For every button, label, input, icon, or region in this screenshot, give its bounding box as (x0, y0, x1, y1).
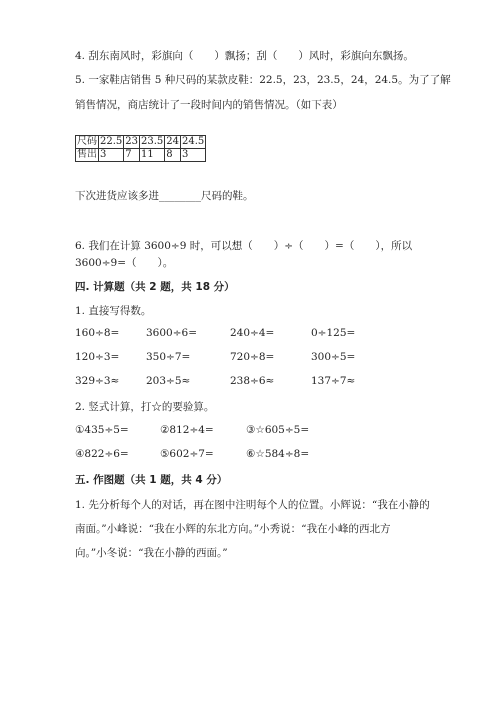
question-5-line2: 销售情况，商店统计了一段时间内的销售情况。（如下表） (75, 99, 343, 111)
question-5-line1: 5. 一家鞋店销售 5 种尺码的某款皮鞋：22.5，23，23.5，24，24.5。为了了解 (75, 74, 451, 86)
table-cell: 22.5 (100, 136, 123, 147)
calc-item: ③☆605÷5= (246, 424, 310, 436)
calc-item: 120÷3= (75, 351, 120, 363)
subquestion-1: 1. 直接写得数。 (75, 305, 152, 317)
calc-item: 160÷8= (75, 327, 120, 339)
calc-item: 0÷125= (311, 327, 356, 339)
calc-item: ⑥☆584÷8= (246, 448, 310, 460)
calc-item: ①435÷5= (75, 424, 129, 436)
drawing-question-line1: 1. 先分析每个人的对话，再在图中注明每个人的位置。小辉说：“我在小静的 (75, 499, 430, 511)
shoe-size-table (75, 135, 206, 162)
calc-item: 240÷4= (230, 327, 275, 339)
calc-item: ②812÷4= (160, 424, 214, 436)
drawing-question-line3: 向。”小冬说：“我在小静的西面。” (75, 547, 228, 559)
table-cell: 23 (125, 136, 138, 147)
table-cell: 11 (140, 149, 165, 162)
table-cell: 23.5 (141, 136, 164, 147)
table-row (76, 136, 206, 149)
question-6-line2: 3600÷9=（ ）。 (75, 257, 174, 269)
table-cell: 3 (99, 149, 124, 162)
table-cell: 7 (124, 149, 140, 162)
calc-item: 203÷5≈ (146, 375, 191, 387)
table-cell: 8 (165, 149, 181, 162)
calc-item: ④822÷6= (75, 448, 129, 460)
table-row (76, 149, 206, 162)
calc-item: ⑤602÷7= (160, 448, 214, 460)
calc-item: 300÷5= (311, 351, 356, 363)
section-5-title: 五. 作图题（共 1 题，共 4 分） (75, 474, 228, 486)
section-4-title: 四. 计算题（共 2 题，共 18 分） (75, 281, 235, 293)
calc-item: 137÷7≈ (311, 375, 356, 387)
table-cell: 24 (166, 136, 179, 147)
table-cell: 3 (181, 149, 206, 162)
table-cell: 售出 (77, 149, 97, 160)
table-cell: 24.5 (182, 136, 205, 147)
calc-item: 238÷6≈ (230, 375, 275, 387)
question-5-answer: 下次进货应该多进________尺码的鞋。 (75, 190, 254, 202)
calc-item: 720÷8= (230, 351, 275, 363)
calc-item: 3600÷6= (146, 327, 197, 339)
question-6-line1: 6. 我们在计算 3600÷9 时，可以想（ ）÷（ ）=（ ），所以 (75, 240, 413, 252)
calc-item: 329÷3≈ (75, 375, 120, 387)
subquestion-2: 2. 竖式计算，打☆的要验算。 (75, 401, 215, 413)
drawing-question-line2: 南面。”小峰说：“我在小辉的东北方向。”小秀说：“我在小峰的西北方 (75, 523, 391, 535)
question-4: 4. 刮东南风时，彩旗向（ ）飘扬；刮（ ）风时，彩旗向东飘扬。 (75, 50, 414, 62)
calc-item: 350÷7= (146, 351, 191, 363)
table-cell: 尺码 (77, 136, 97, 147)
